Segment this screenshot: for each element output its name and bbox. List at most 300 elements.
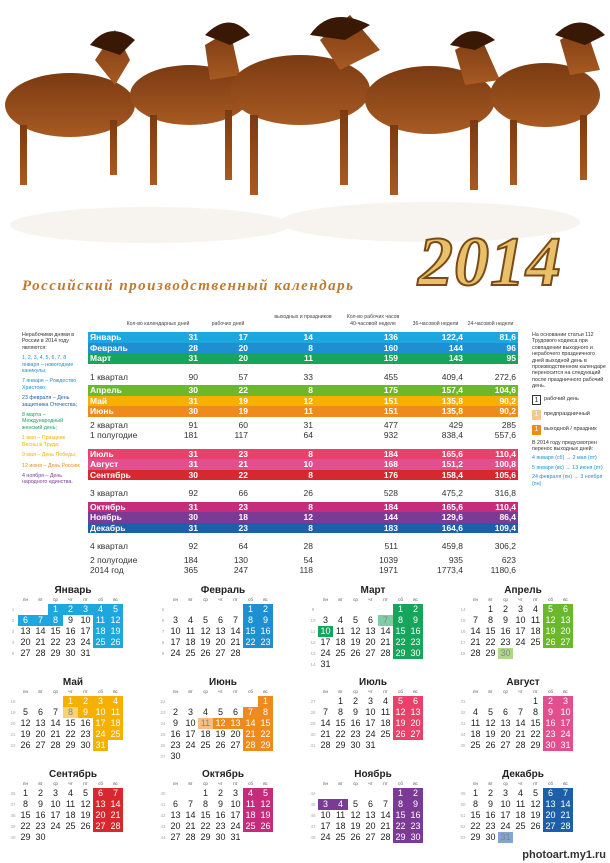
day-cell: 15 (258, 718, 273, 729)
day-cell: 3 (502, 788, 508, 798)
week-row (8, 648, 138, 659)
day-cell: 28 (320, 740, 331, 750)
day-cell: 21 (243, 729, 258, 740)
day-cell: 14 (243, 718, 258, 729)
day-cell: 19 (215, 729, 226, 739)
week-number: 31 (460, 699, 466, 704)
day-cell: 7 (322, 707, 328, 717)
day-cell: 15 (393, 810, 408, 821)
week-row (308, 659, 438, 670)
table-row (88, 555, 518, 566)
day-cell: 4 (67, 788, 73, 798)
weekday: чт (68, 689, 73, 694)
week-row (158, 626, 288, 637)
day-cell: 29 (258, 740, 273, 751)
row-value: 19 (238, 395, 248, 406)
day-cell: 29 (50, 648, 61, 658)
day-cell: 15 (335, 718, 346, 728)
row-value: 409,4 (441, 371, 463, 382)
calendar-subtitle: Российский производственный календарь (22, 278, 355, 294)
day-cell (183, 788, 198, 799)
weekday: сб (548, 597, 553, 602)
weekday: вс (563, 597, 568, 602)
day-cell (393, 659, 408, 670)
weekday: сб (248, 689, 253, 694)
day-cell (408, 659, 423, 670)
day-cell: 23 (350, 729, 361, 739)
day-cell (18, 604, 33, 615)
day-cell: 20 (543, 810, 558, 821)
day-cell: 10 (80, 615, 91, 625)
weekday: пт (233, 781, 238, 786)
row-value: 135,8 (441, 395, 463, 406)
day-cell (183, 751, 198, 762)
weekday: вт (38, 781, 43, 786)
week-row (8, 788, 138, 799)
row-value: 316,8 (494, 488, 516, 498)
day-cell: 4 (187, 615, 193, 625)
weekday: ср (53, 689, 58, 694)
day-cell (408, 740, 423, 751)
row-value: 8 (308, 522, 313, 533)
day-cell: 15 (393, 626, 408, 637)
row-label: Апрель (90, 385, 122, 395)
day-cell: 29 (20, 832, 31, 842)
legend-pre (532, 410, 606, 420)
day-cell: 28 (515, 740, 526, 750)
day-cell: 5 (202, 615, 208, 625)
day-cell: 2 (352, 696, 358, 706)
week-row (308, 604, 438, 615)
day-cell: 23 (80, 729, 91, 739)
day-cell: 27 (500, 740, 511, 750)
day-cell: 27 (35, 740, 46, 750)
day-cell: 5 (543, 604, 558, 615)
day-cell (513, 648, 528, 659)
day-cell: 21 (515, 729, 526, 739)
week-row (158, 832, 288, 843)
week-row (158, 707, 288, 718)
note: 9 мая – День Победы; (22, 452, 77, 459)
day-cell: 22 (65, 729, 76, 739)
week-number: 17 (460, 640, 466, 645)
weekday: ср (203, 781, 208, 786)
day-cell: 8 (258, 707, 273, 718)
weekday: вт (38, 689, 43, 694)
day-cell: 31 (558, 740, 573, 751)
weekday: пт (233, 597, 238, 602)
day-cell (558, 832, 573, 843)
day-cell: 28 (230, 648, 241, 658)
weekday: вт (188, 689, 193, 694)
day-cell: 29 (530, 740, 541, 750)
weekday: пт (83, 781, 88, 786)
day-cell (243, 648, 258, 659)
day-cell: 24 (500, 821, 511, 831)
day-cell: 27 (170, 832, 181, 842)
day-cell (243, 696, 258, 707)
week-number: 12 (310, 640, 316, 645)
weekday: пт (533, 689, 538, 694)
day-cell: 19 (20, 729, 31, 739)
day-cell: 5 (82, 788, 88, 798)
right-notes (532, 332, 606, 487)
day-cell: 1 (393, 788, 408, 799)
row-label: Декабрь (90, 522, 126, 533)
week-row (8, 740, 138, 751)
row-value: 12 (303, 512, 313, 522)
day-cell: 3 (232, 788, 238, 798)
day-cell: 5 (108, 604, 123, 615)
row-value: 135,8 (441, 406, 463, 416)
day-cell (513, 696, 528, 707)
day-cell: 30 (543, 740, 558, 751)
week-number: 14 (310, 662, 316, 667)
row-value: 151,2 (441, 459, 463, 469)
day-cell: 28 (185, 832, 196, 842)
weekday: ср (503, 781, 508, 786)
day-cell: 26 (80, 821, 91, 831)
day-cell: 4 (93, 604, 108, 615)
day-cell: 10 (318, 626, 333, 637)
day-cell: 29 (485, 648, 496, 658)
day-cell: 7 (378, 615, 393, 626)
day-cell (168, 604, 183, 615)
day-cell: 16 (485, 810, 496, 820)
day-cell: 30 (498, 648, 513, 659)
weekday: вт (188, 597, 193, 602)
day-cell: 19 (108, 626, 123, 637)
week-row (308, 648, 438, 659)
weekday-header (458, 689, 588, 696)
day-cell: 24 (50, 821, 61, 831)
day-cell (393, 740, 408, 751)
row-value: 935 (448, 554, 463, 565)
day-cell (348, 659, 363, 670)
table-row (88, 449, 518, 460)
week-row (458, 637, 588, 648)
day-cell: 24 (320, 832, 331, 842)
day-cell: 27 (365, 648, 376, 658)
row-value: 164,6 (441, 522, 463, 533)
day-cell (333, 788, 348, 799)
day-cell: 21 (50, 729, 61, 739)
day-cell: 20 (408, 718, 423, 729)
day-cell: 26 (350, 648, 361, 658)
note: 12 июня – День России; (22, 462, 81, 469)
row-value: 1039 (379, 554, 398, 565)
table-row (88, 541, 518, 552)
day-cell: 16 (350, 718, 361, 728)
row-value: 110,4 (495, 501, 516, 512)
row-value: 90,2 (499, 406, 516, 416)
day-cell: 30 (170, 751, 181, 761)
day-cell: 28 (380, 832, 391, 842)
day-cell: 17 (93, 718, 108, 729)
week-number: 5 (11, 651, 15, 656)
day-cell: 23 (543, 729, 558, 740)
week-row (158, 810, 288, 821)
day-cell: 22 (243, 637, 258, 648)
day-cell: 17 (50, 810, 61, 820)
week-row (158, 637, 288, 648)
weekday: ср (353, 781, 358, 786)
table-headers (88, 312, 518, 332)
weekday: пн (173, 781, 178, 786)
week-row (158, 821, 288, 832)
day-cell: 12 (20, 718, 31, 728)
note: 4 ноября – День народного единства. (22, 472, 73, 486)
week-number: 52 (460, 824, 466, 829)
day-cell (483, 696, 498, 707)
weekday: вс (263, 597, 268, 602)
row-label: Июнь (90, 406, 114, 416)
week-number: 10 (310, 618, 316, 623)
month-0 (8, 585, 138, 659)
day-cell (198, 751, 213, 762)
day-cell: 1 (48, 604, 63, 615)
day-cell: 29 (335, 740, 346, 750)
row-value: 81,6 (499, 332, 516, 342)
day-cell: 17 (320, 637, 331, 647)
header-h36: 36-часовой недели (412, 321, 459, 327)
day-cell: 19 (350, 821, 361, 831)
week-number: 37 (10, 802, 16, 807)
day-cell: 11 (470, 718, 481, 728)
day-cell: 19 (485, 729, 496, 739)
weekday: пт (83, 689, 88, 694)
day-cell: 21 (185, 821, 196, 831)
week-row (308, 821, 438, 832)
day-cell (213, 751, 228, 762)
row-value: 528 (383, 488, 398, 498)
day-cell: 2 (78, 696, 93, 707)
row-value: 151 (383, 406, 398, 416)
day-cell: 23 (215, 821, 226, 831)
legend-work-swatch: 1 (532, 395, 541, 405)
day-cell (318, 788, 333, 799)
row-value: 168 (383, 459, 398, 469)
day-cell: 16 (65, 626, 76, 636)
day-cell: 26 (258, 821, 273, 832)
day-cell: 5 (393, 696, 408, 707)
header-h24: 24-часовой недели (467, 321, 514, 327)
day-cell: 29 (393, 648, 408, 659)
week-number: 29 (310, 721, 316, 726)
day-cell: 22 (258, 729, 273, 740)
day-cell: 25 (200, 740, 211, 750)
week-row (8, 718, 138, 729)
day-cell: 23 (500, 637, 511, 647)
week-number: 50 (460, 802, 466, 807)
week-number: 44 (310, 791, 316, 796)
row-value: 66 (238, 488, 248, 498)
weekday-header (308, 781, 438, 788)
day-cell (468, 604, 483, 615)
day-cell: 2 (408, 788, 423, 799)
month-title: Февраль (200, 585, 246, 596)
week-row (308, 696, 438, 707)
day-cell: 8 (63, 707, 78, 718)
row-value: 838,4 (441, 430, 463, 440)
day-cell: 28 (470, 648, 481, 658)
note: 1, 2, 3, 4, 5, 6, 7, 8 января – новогодние каникулы; (22, 355, 74, 375)
row-value: 31 (188, 501, 198, 512)
day-cell: 22 (470, 821, 481, 831)
weekday: вс (563, 689, 568, 694)
day-cell: 5 (22, 707, 28, 717)
month-title: Октябрь (202, 769, 244, 780)
day-cell: 20 (365, 637, 376, 647)
row-value: 11 (304, 353, 313, 363)
weekday: пт (383, 781, 388, 786)
day-cell: 8 (472, 799, 478, 809)
day-cell: 25 (93, 637, 108, 648)
day-cell: 6 (172, 799, 178, 809)
day-cell: 3 (93, 696, 108, 707)
row-value: 117 (234, 430, 248, 440)
note: 1 мая – Праздник Весны и Труда; (22, 435, 66, 448)
weekday: сб (248, 597, 253, 602)
month-title: Январь (54, 585, 92, 596)
day-cell (33, 696, 48, 707)
day-cell: 12 (485, 718, 496, 728)
weekday: вт (488, 781, 493, 786)
week-row (308, 788, 438, 799)
month-title: Ноябрь (354, 769, 392, 780)
weekday-header (8, 689, 138, 696)
day-cell: 3 (558, 696, 573, 707)
row-label: Март (90, 353, 112, 363)
week-row (458, 832, 588, 843)
day-cell: 21 (470, 637, 481, 647)
day-cell: 23 (65, 637, 76, 647)
day-cell: 6 (367, 799, 373, 809)
weekday: вс (413, 781, 418, 786)
day-cell: 14 (380, 810, 391, 820)
week-number: 5 (161, 607, 165, 612)
day-cell: 18 (185, 637, 196, 647)
row-label: Октябрь (90, 501, 126, 512)
week-row (158, 696, 288, 707)
day-cell (378, 659, 393, 670)
day-cell (48, 832, 63, 843)
day-cell: 14 (380, 626, 391, 636)
header-work-days: рабочих дней (211, 321, 245, 327)
day-cell: 27 (215, 648, 226, 658)
day-cell: 24 (558, 729, 573, 740)
day-cell: 8 (243, 615, 258, 626)
day-cell (378, 604, 393, 615)
day-cell: 12 (213, 718, 228, 729)
day-cell: 13 (20, 626, 31, 636)
day-cell: 11 (243, 799, 258, 810)
header-calendar-days: Кол-во календарных дней (126, 321, 190, 327)
day-cell: 1 (337, 696, 343, 706)
week-row (8, 637, 138, 648)
day-cell: 26 (543, 637, 558, 648)
day-cell (243, 832, 258, 843)
weekday: ср (203, 689, 208, 694)
table-row (88, 396, 518, 407)
day-cell: 4 (243, 788, 258, 799)
weekday-header (158, 781, 288, 788)
row-value: 54 (303, 554, 313, 565)
row-value: 1180,6 (490, 565, 516, 575)
day-cell: 14 (185, 810, 196, 820)
day-cell: 11 (65, 799, 76, 809)
day-cell: 11 (335, 810, 346, 820)
week-number: 14 (460, 607, 466, 612)
row-label: 3 квартал (90, 488, 128, 498)
row-value: 28 (303, 541, 313, 551)
week-number: 22 (160, 699, 166, 704)
weekday: вс (263, 781, 268, 786)
day-cell: 31 (230, 832, 241, 842)
weekday: ср (503, 597, 508, 602)
day-cell: 27 (20, 648, 31, 658)
day-cell: 9 (78, 707, 93, 718)
day-cell: 18 (515, 810, 526, 820)
weekday: пт (533, 781, 538, 786)
day-cell: 12 (80, 799, 91, 809)
week-row (8, 604, 138, 615)
day-cell: 8 (532, 707, 538, 717)
week-row (458, 729, 588, 740)
week-row (8, 821, 138, 832)
week-number: 25 (160, 732, 166, 737)
day-cell: 6 (217, 615, 223, 625)
row-value: 184 (383, 448, 398, 459)
day-cell: 25 (65, 821, 76, 831)
day-cell: 15 (50, 626, 61, 636)
transfer-3: 24 февраля (пн) → 3 ноября (пн) (532, 474, 603, 487)
week-number: 3 (11, 629, 15, 634)
week-number: 7 (161, 629, 165, 634)
week-row (308, 729, 438, 740)
day-cell: 15 (530, 718, 541, 728)
week-number: 30 (310, 732, 316, 737)
row-value: 1773,4 (437, 565, 463, 575)
month-7 (458, 677, 588, 751)
row-label: 2014 год (90, 565, 124, 575)
day-cell (333, 604, 348, 615)
day-cell: 6 (558, 604, 573, 615)
row-value: 90,2 (499, 395, 516, 406)
day-cell (33, 604, 48, 615)
row-label: Июль (90, 448, 114, 459)
day-cell: 2 (487, 788, 493, 798)
weekday: пн (23, 781, 28, 786)
row-value: 143 (448, 353, 463, 363)
row-value: 26 (303, 488, 313, 498)
day-cell: 15 (65, 718, 76, 728)
row-value: 8 (308, 448, 313, 459)
week-row (8, 696, 138, 707)
day-cell: 26 (350, 832, 361, 842)
row-value: 57 (238, 371, 248, 382)
day-cell: 26 (530, 821, 541, 831)
day-cell: 20 (35, 729, 46, 739)
week-row (158, 718, 288, 729)
day-cell: 7 (472, 615, 478, 625)
weekday: вс (413, 597, 418, 602)
day-cell: 14 (50, 718, 61, 728)
day-cell (258, 648, 273, 659)
day-cell: 1 (532, 696, 538, 706)
day-cell: 6 (232, 707, 238, 717)
week-row (158, 799, 288, 810)
